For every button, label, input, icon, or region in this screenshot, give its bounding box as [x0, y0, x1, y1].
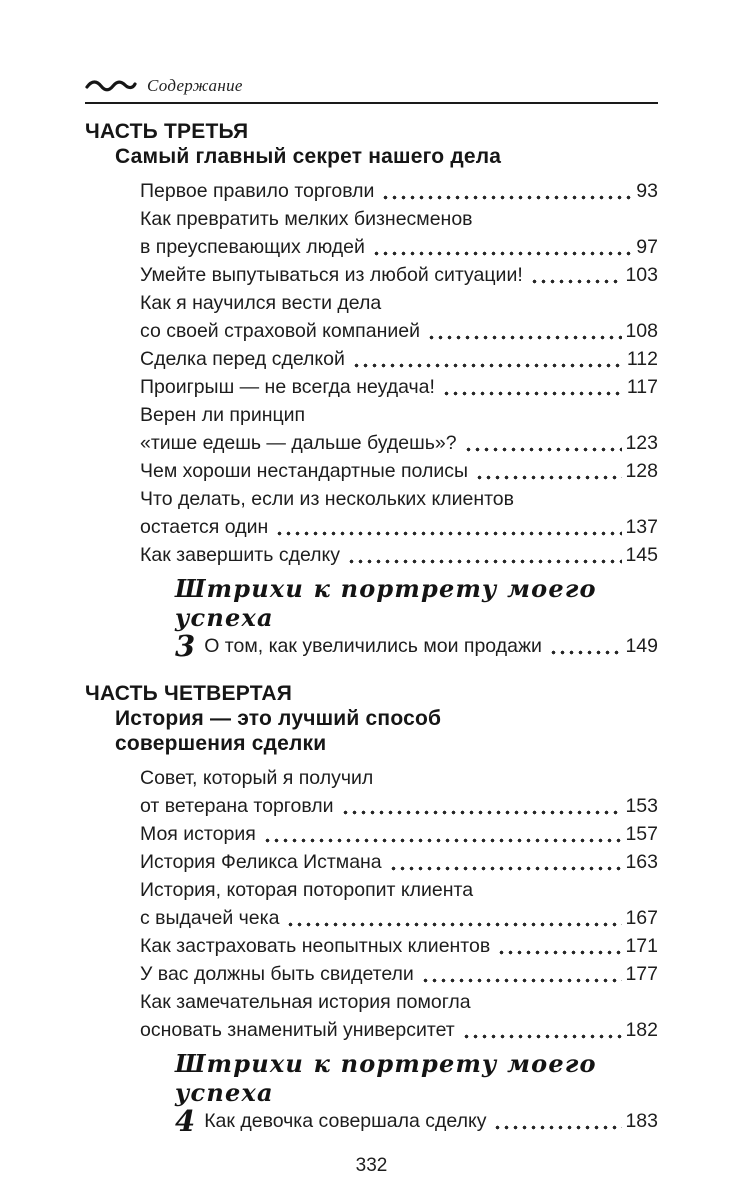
toc-entry-title: Верен ли принцип	[140, 404, 306, 426]
sketch-block	[175, 574, 658, 663]
toc-entry	[140, 205, 658, 261]
toc-entry-title: Сделка перед сделкой	[140, 348, 345, 370]
toc-entry-page: 182	[625, 1019, 658, 1041]
toc-entry-line	[140, 485, 658, 513]
toc-entry-line	[140, 513, 658, 541]
toc-entry-line	[140, 177, 658, 205]
sketch-block	[175, 1049, 658, 1138]
toc-entry	[140, 764, 658, 820]
toc-entry	[140, 485, 658, 541]
toc-entry-page: 97	[636, 236, 658, 258]
toc-entry-line	[140, 764, 658, 792]
toc-entry	[140, 373, 658, 401]
toc-entry-title: в преуспевающих людей	[140, 236, 365, 258]
toc-entry-title: Первое правило торговли	[140, 180, 375, 202]
sketch-title: О том, как увеличились мои продажи	[204, 635, 542, 657]
toc-entry-line	[140, 345, 658, 373]
toc-entry-page: 117	[626, 376, 658, 398]
toc-entry-page: 167	[625, 907, 658, 929]
toc-entry-title: Чем хороши нестандартные полисы	[140, 460, 469, 482]
toc-entry	[140, 177, 658, 205]
toc-entry-title: Совет, который я получил	[140, 767, 374, 789]
part-subtitle	[115, 706, 658, 756]
toc-entry	[140, 960, 658, 988]
toc-entry	[140, 541, 658, 569]
toc-entry-title: Что делать, если из нескольких клиентов	[140, 488, 515, 510]
toc-entry	[140, 261, 658, 289]
toc-entry-page: 128	[625, 460, 658, 482]
dotted-leader	[421, 978, 623, 983]
toc-entry-list	[140, 764, 658, 1044]
toc-body	[85, 119, 658, 1138]
dotted-leader	[475, 475, 622, 480]
header-rule	[85, 102, 658, 104]
toc-entry-title: с выдачей чека	[140, 907, 280, 929]
part-title: ЧАСТЬ ТРЕТЬЯ	[85, 120, 249, 143]
toc-entry	[140, 345, 658, 373]
dotted-leader	[530, 279, 623, 284]
part-subtitle-line: Самый главный секрет нашего дела	[115, 145, 502, 168]
toc-entry-line	[140, 876, 658, 904]
sketch-entry	[175, 1104, 658, 1138]
toc-entry-title: Как застраховать неопытных клиентов	[140, 935, 491, 957]
dotted-leader	[341, 810, 623, 815]
toc-entry-title: основать знаменитый университет	[140, 1019, 455, 1041]
sketch-title: Как девочка совершала сделку	[204, 1110, 487, 1132]
toc-entry-title: Как завершить сделку	[140, 544, 341, 566]
sketch-number: 4	[175, 1104, 196, 1138]
toc-entry-list	[140, 177, 658, 569]
toc-entry	[140, 876, 658, 932]
dotted-leader	[263, 838, 623, 843]
running-header	[85, 76, 658, 96]
toc-entry-line	[140, 373, 658, 401]
toc-entry-title: Проигрыш — не всегда неудача!	[140, 376, 435, 398]
folio-page-number: 332	[355, 1155, 388, 1176]
toc-entry	[140, 848, 658, 876]
dotted-leader	[464, 447, 623, 452]
toc-entry-line	[140, 289, 658, 317]
dotted-leader	[275, 531, 622, 536]
toc-entry-line	[140, 904, 658, 932]
sketch-number: 3	[175, 629, 196, 663]
toc-entry-title: Как замечательная история помогла	[140, 991, 471, 1013]
toc-entry-title: У вас должны быть свидетели	[140, 963, 414, 985]
toc-entry-title: от ветерана торговли	[140, 795, 334, 817]
toc-entry-page: 93	[636, 180, 658, 202]
toc-entry-page: 153	[625, 795, 658, 817]
dotted-leader	[497, 950, 622, 955]
toc-entry-line	[140, 932, 658, 960]
dotted-leader	[381, 195, 633, 200]
dotted-leader	[389, 866, 623, 871]
dotted-leader	[549, 650, 623, 655]
toc-entry-line	[140, 1016, 658, 1044]
toc-entry-line	[140, 261, 658, 289]
dotted-leader	[352, 363, 624, 368]
toc-entry-page: 112	[626, 348, 658, 370]
toc-entry-title: Как я научился вести дела	[140, 292, 382, 314]
toc-entry-line	[140, 233, 658, 261]
toc-entry-page: 123	[625, 432, 658, 454]
toc-entry-title: История Феликса Истмана	[140, 851, 382, 873]
toc-entry-title: «тише едешь — дальше будешь»?	[140, 432, 457, 454]
sketch-script-title: Штрихи к портрету моего успеха	[175, 1049, 597, 1107]
toc-entry-title: Умейте выпутываться из любой ситуации!	[140, 264, 523, 286]
toc-entry-line	[140, 988, 658, 1016]
toc-entry	[140, 457, 658, 485]
toc-entry-line	[140, 541, 658, 569]
toc-entry-line	[140, 960, 658, 988]
toc-entry-page: 183	[625, 1110, 658, 1132]
dotted-leader	[286, 922, 622, 927]
sketch-entry	[175, 629, 658, 663]
toc-entry-page: 157	[625, 823, 658, 845]
toc-entry-page: 163	[625, 851, 658, 873]
toc-entry	[140, 932, 658, 960]
toc-entry-page: 137	[625, 516, 658, 538]
toc-entry-line	[140, 317, 658, 345]
toc-entry-line	[140, 429, 658, 457]
toc-entry-line	[140, 401, 658, 429]
toc-entry-title: остается один	[140, 516, 269, 538]
toc-entry-page: 145	[625, 544, 658, 566]
toc-entry-page: 171	[625, 935, 658, 957]
sketch-script-title: Штрихи к портрету моего успеха	[175, 574, 597, 632]
toc-entry-line	[140, 205, 658, 233]
toc-entry-page: 177	[625, 963, 658, 985]
toc-entry-title: Моя история	[140, 823, 256, 845]
dotted-leader	[347, 559, 622, 564]
part-subtitle	[115, 144, 658, 169]
toc-entry-line	[140, 457, 658, 485]
squiggle-ornament-icon	[85, 79, 137, 93]
folio	[85, 1155, 658, 1177]
dotted-leader	[427, 335, 622, 340]
toc-entry	[140, 988, 658, 1044]
toc-entry-page: 149	[625, 635, 658, 657]
toc-entry-line	[140, 792, 658, 820]
part-subtitle-line: совершения сделки	[115, 732, 327, 755]
toc-entry-page: 108	[625, 320, 658, 342]
toc-entry-title: История, которая поторопит клиента	[140, 879, 474, 901]
part-title: ЧАСТЬ ЧЕТВЕРТАЯ	[85, 682, 293, 705]
toc-entry	[140, 401, 658, 457]
dotted-leader	[442, 391, 624, 396]
toc-entry-line	[140, 848, 658, 876]
dotted-leader	[372, 251, 633, 256]
toc-entry-title: со своей страховой компанией	[140, 320, 420, 342]
toc-entry	[140, 289, 658, 345]
toc-section	[85, 119, 658, 663]
running-header-label: Содержание	[147, 76, 243, 95]
dotted-leader	[493, 1125, 622, 1130]
part-subtitle-line: История — это лучший способ	[115, 707, 442, 730]
toc-entry-page: 103	[625, 264, 658, 286]
toc-section	[85, 681, 658, 1138]
dotted-leader	[462, 1034, 623, 1039]
toc-entry-title: Как превратить мелких бизнесменов	[140, 208, 473, 230]
toc-entry	[140, 820, 658, 848]
toc-entry-line	[140, 820, 658, 848]
